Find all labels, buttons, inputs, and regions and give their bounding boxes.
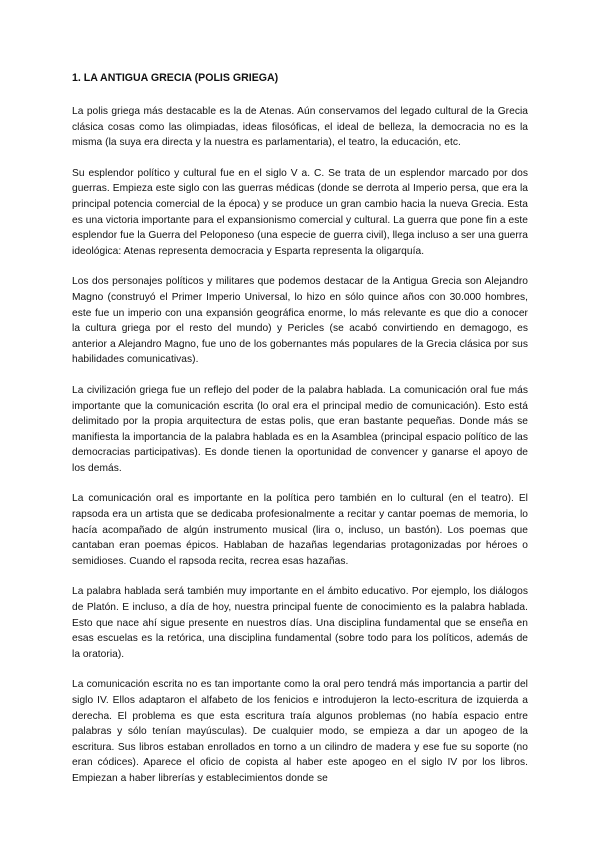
section-title: 1. LA ANTIGUA GRECIA (POLIS GRIEGA) xyxy=(72,72,279,84)
paragraph-ambito-educativo: La palabra hablada será también muy importante en el ámbito educativo. Por ejemplo, los diálogos de Platón. E incluso, a día de hoy, nuestra principal fuente de conocimiento es la palabra hablada. Esto que nace ahí sigue presente en nuestros días. Una disciplina fundamental que se enseña en esas escuelas es la retórica, una disciplina fundamental (sobre todo para los políticos, además de la oratoria). xyxy=(72,586,528,660)
paragraph-comunicacion-escrita: La comunicación escrita no es tan importante como la oral pero tendrá más importancia a partir del siglo IV. Ellos adaptaron el alfabeto de los fenicios e introdujeron la lecto-escritura de izquierda a derecha. El problema es que esta escritura traía algunos problemas (no había espacio entre palabras y sólo tenían mayúsculas). De cualquier modo, se empieza a dar un apogeo de la escritura. Sus libros estaban enrollados en torno a un cilindro de madera y ese fue su soporte (no eran códices). Aparece el oficio de copista al haber este apogeo en el siglo IV por los libros. Empiezan a haber librerías y establecimientos donde se xyxy=(72,679,528,784)
paragraph-palabra-hablada: La civilización griega fue un reflejo del poder de la palabra hablada. La comunicación oral fue más importante que la comunicación escrita (lo oral era el principal medio de comunicación). Esto está delimitado por la propia arquitectura de estas polis, que eran bastante pequeñas. Donde más se manifiesta la importancia de la palabra hablada es en la Asamblea (principal espacio político de las democracias participativas). Es donde tienen la oportunidad de convencer y ganarse el apoyo de los demás. xyxy=(72,384,528,474)
paragraph-rapsoda: La comunicación oral es importante en la política pero también en lo cultural (en el teatro). El rapsoda era un artista que se dedicaba profesionalmente a recitar y cantar poemas de memoria, lo hacía acompañado de algún instrumento musical (lira o, incluso, un bastón). Los poemas que cantaban eran poemas épicos. Hablaban de hazañas legendarias protagonizadas por héroes o semidioses. Cuando el rapsoda recita, recrea esas hazañas. xyxy=(72,493,528,567)
paragraph-atenas-legado: La polis griega más destacable es la de Atenas. Aún conservamos del legado cultural de la Grecia clásica cosas como las olimpiadas, ideas filosóficas, el ideal de belleza, la democracia no es la misma (la suya era directa y la nuestra es parlamentaria), el teatro, la educación, etc. xyxy=(72,106,528,149)
document-page xyxy=(72,70,528,787)
paragraph-personajes-politicos: Los dos personajes políticos y militares que podemos destacar de la Antigua Grecia son Alejandro Magno (construyó el Primer Imperio Universal, lo hizo en sólo quince años con 30.000 hombres, este fue un imperio con una expansión geográfica enorme, lo más relevante es que dio a conocer la cultura griega por el resto del mundo) y Pericles (se acabó convirtiendo en demagogo, es anterior a Alejandro Magno, fue uno de los gobernantes más populares de la Grecia clásica por sus habilidades comunicativas). xyxy=(72,276,528,366)
paragraph-esplendor-siglo-v: Su esplendor político y cultural fue en el siglo V a. C. Se trata de un esplendor marcado por dos guerras. Empieza este siglo con las guerras médicas (donde se derrota al Imperio persa, que era la principal potencia comercial de la época) y se produce un gran cambio hacia la nueva Grecia. Esta es una victoria importante para el expansionismo comercial y cultural. La guerra que pone fin a este esplendor fue la Guerra del Peloponeso (una especie de guerra civil), llega incluso a ser una guerra ideológica: Atenas representa democracia y Esparta representa la oligarquía. xyxy=(72,167,528,257)
